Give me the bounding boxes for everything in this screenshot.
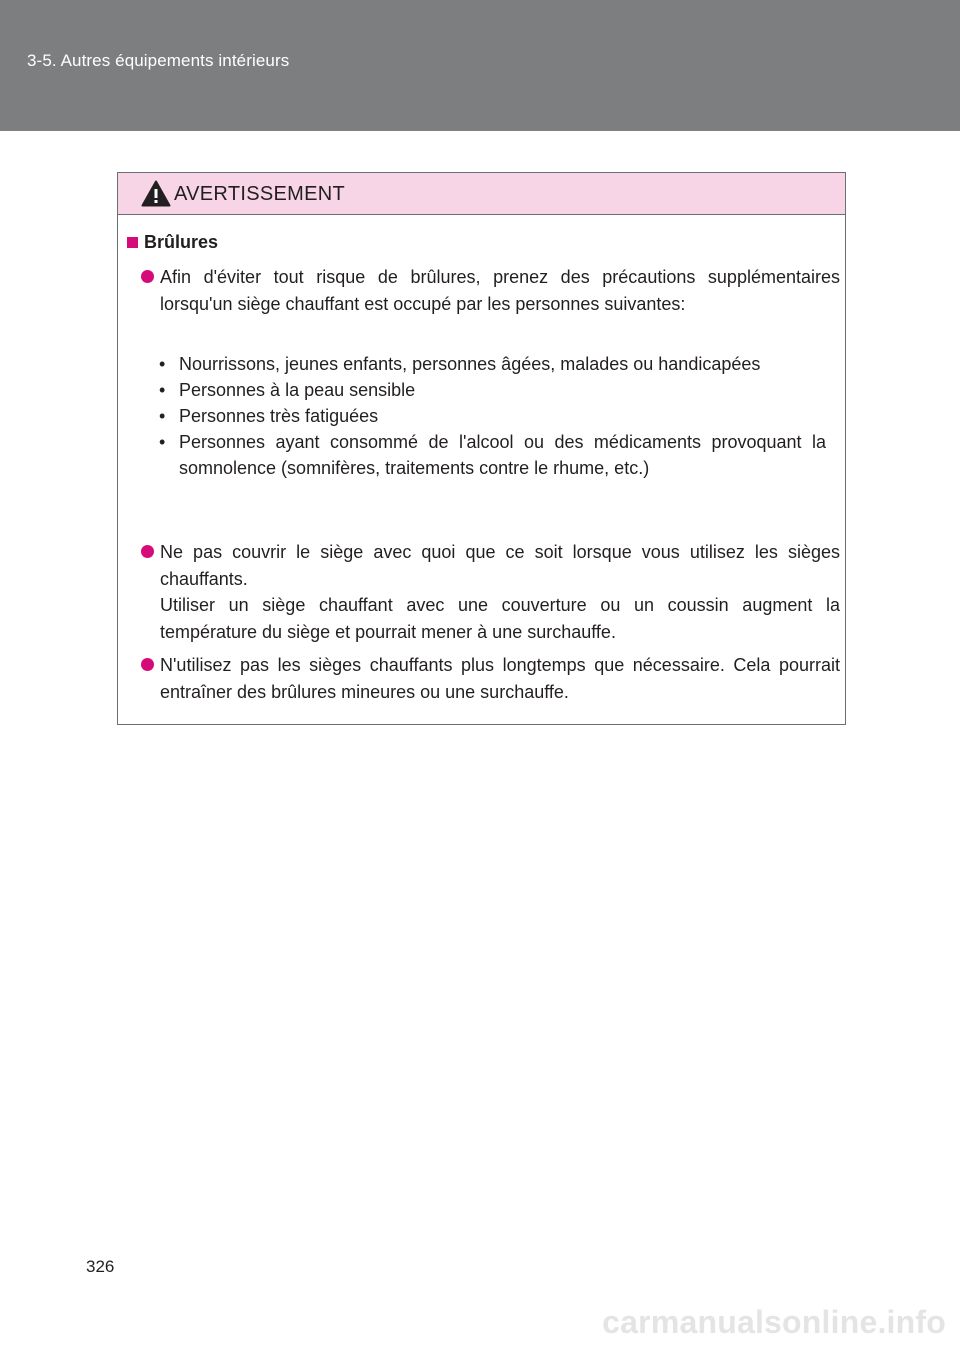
list-item: • Nourrissons, jeunes enfants, personnes âgées, malades ou handicapées	[159, 354, 761, 374]
list-item: • Personnes très fatiguées	[159, 406, 379, 426]
list-item: • Personnes à la peau sensible	[159, 380, 416, 400]
section-breadcrumb: 3-5. Autres équipements intérieurs	[27, 51, 290, 70]
sub-list	[159, 351, 826, 481]
warning-triangle-icon	[141, 180, 171, 207]
section-heading	[127, 232, 218, 253]
warning-title: AVERTISSEMENT	[174, 183, 345, 205]
round-bullet-icon	[141, 658, 154, 671]
square-bullet-icon	[127, 237, 138, 248]
warning-point-2-text-2: Utiliser un siège chauffant avec une couverture ou un coussin augment la température du siège et pourrait mener à une surchauffe.	[160, 595, 840, 642]
watermark: carmanualsonline.info	[602, 1304, 946, 1340]
list-item: • Personnes ayant consommé de l'alcool ou des médicaments provoquant la somnolence (somnifères, traitements contre le rhume, etc.)	[159, 432, 826, 478]
warning-point-3-text: N'utilisez pas les sièges chauffants plus longtemps que nécessaire. Cela pourrait entraîner des brûlures mineures ou une surchauffe.	[160, 655, 840, 702]
warning-point-3	[160, 652, 840, 705]
warning-box	[117, 172, 846, 725]
warning-point-2-text-1: Ne pas couvrir le siège avec quoi que ce soit lorsque vous utilisez les sièges chauffants.	[160, 542, 840, 589]
warning-point-2	[160, 539, 840, 645]
warning-body	[118, 215, 845, 724]
round-bullet-icon	[141, 545, 154, 558]
page-number: 326	[86, 1257, 115, 1276]
section-heading-label: Brûlures	[144, 232, 219, 252]
warning-point-1-text: Afin d'éviter tout risque de brûlures, prenez des précautions supplémentaires lorsqu'un siège chauffant est occupé par les personnes suivantes:	[160, 267, 840, 314]
header-bar	[0, 0, 960, 131]
round-bullet-icon	[141, 270, 154, 283]
warning-header	[118, 173, 845, 215]
warning-point-1	[160, 264, 840, 317]
